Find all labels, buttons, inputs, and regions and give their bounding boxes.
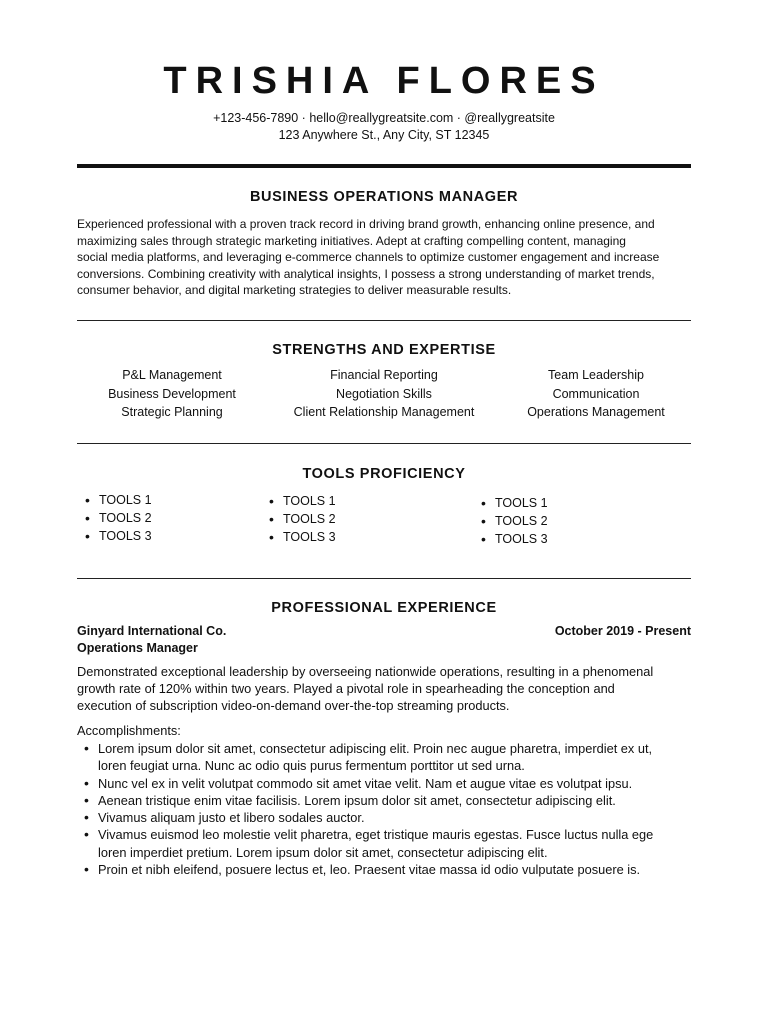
tool-item: • TOOLS 3	[85, 527, 152, 545]
accomplishments-list	[77, 740, 691, 878]
summary-line: conversions. Combining creativity with analytical insights, I possess a strong understanding of market trends,	[77, 266, 655, 281]
job-description-line: growth rate of 120% within two years. Played a pivotal role in spearheading the conception and	[77, 681, 615, 696]
accomplishments-label: Accomplishments:	[77, 723, 181, 738]
strength-item: Financial Reporting	[330, 368, 438, 382]
tool-item: • TOOLS 3	[481, 530, 548, 548]
summary-line: social media platforms, and leveraging e-commerce channels to optimize customer engagement and increase	[77, 250, 660, 264]
candidate-name: TRISHIA FLORES	[163, 60, 605, 102]
experience-heading: PROFESSIONAL EXPERIENCE	[271, 600, 497, 616]
address: 123 Anywhere St., Any City, ST 12345	[278, 128, 490, 142]
strength-item: Communication	[552, 386, 640, 401]
tools-column	[85, 491, 152, 545]
accomplishment-item	[77, 775, 691, 792]
accomplishment-line: loren imperdiet pretium. Lorem ipsum dolor sit amet, consectetur adipiscing elit.	[98, 844, 548, 860]
job-description-line: execution of subscription video-on-demand over-the-top streaming products.	[77, 698, 510, 713]
accomplishment-line: loren feugiat urna. Nunc ac odio quis purus fermentum porttitor ut sed urna.	[98, 758, 525, 774]
tool-item: • TOOLS 2	[481, 512, 548, 530]
job-dates: October 2019 - Present	[554, 624, 691, 638]
accomplishment-line: • Nunc vel ex in velit volutpat commodo sit amet vitae velit. Nam et augue vitae es volutpat ipsu.	[98, 775, 633, 791]
accomplishment-item	[77, 826, 691, 861]
accomplishment-item	[77, 792, 691, 809]
contact-info: +123-456-7890 · hello@reallygreatsite.com · @reallygreatsite	[213, 111, 555, 125]
job-title-heading: BUSINESS OPERATIONS MANAGER	[249, 189, 519, 205]
section-divider	[77, 320, 691, 321]
strength-item: Negotiation Skills	[336, 386, 432, 401]
strength-item: P&L Management	[122, 368, 222, 382]
accomplishment-item	[77, 861, 691, 878]
strengths-column	[267, 366, 501, 422]
tool-item: • TOOLS 2	[85, 509, 152, 527]
job-role: Operations Manager	[77, 641, 198, 655]
accomplishment-item	[77, 809, 691, 826]
tool-item: • TOOLS 3	[269, 528, 336, 546]
tool-item: • TOOLS 1	[481, 494, 548, 512]
strengths-grid	[77, 366, 691, 422]
tool-item: • TOOLS 1	[85, 491, 152, 509]
job-header	[77, 623, 226, 657]
accomplishment-item	[77, 740, 691, 775]
strength-item: Client Relationship Management	[293, 405, 475, 419]
strength-item: Operations Management	[527, 405, 665, 419]
strength-item: Strategic Planning	[121, 405, 223, 419]
strength-item: Team Leadership	[548, 368, 644, 382]
strengths-column	[501, 366, 691, 422]
tools-heading: TOOLS PROFICIENCY	[302, 466, 466, 482]
accomplishment-line: • Aenean tristique enim vitae facilisis. Lorem ipsum dolor sit amet, consectetur adipiscing elit.	[98, 792, 616, 808]
accomplishment-line: • Proin et nibh eleifend, posuere lectus et, leo. Praesent vitae massa id odio vulputate posuere is.	[98, 862, 641, 878]
accomplishment-line: • Vivamus aliquam justo et libero sodales auctor.	[98, 810, 365, 826]
section-divider	[77, 578, 691, 579]
summary-line: maximizing sales through strategic marketing initiatives. Adept at crafting compelling content, managing	[77, 233, 626, 248]
tool-item: • TOOLS 1	[269, 492, 336, 510]
strength-item: Business Development	[108, 386, 236, 401]
accomplishment-line: • Lorem ipsum dolor sit amet, consectetur adipiscing elit. Proin nec augue pharetra, imperdiet ex ut,	[98, 741, 653, 756]
strengths-heading: STRENGTHS AND EXPERTISE	[272, 342, 496, 358]
job-description	[77, 663, 691, 714]
job-description-line: Demonstrated exceptional leadership by overseeing nationwide operations, resulting in a phenomenal	[77, 664, 654, 679]
accomplishment-line: • Vivamus euismod leo molestie velit pharetra, eget tristique mauris egestas. Fusce luctus nulla ege	[98, 827, 654, 843]
tools-column	[481, 494, 548, 548]
summary-line: Experienced professional with a proven track record in driving brand growth, enhancing online presence, and	[77, 217, 655, 231]
header-divider	[77, 164, 691, 168]
strengths-column	[77, 366, 267, 422]
section-divider	[77, 443, 691, 444]
company-name: Ginyard International Co.	[77, 624, 227, 638]
summary-paragraph	[77, 216, 691, 299]
tools-column	[269, 492, 336, 546]
tool-item: • TOOLS 2	[269, 510, 336, 528]
summary-line: consumer behavior, and digital marketing strategies to deliver measurable results.	[77, 283, 512, 297]
